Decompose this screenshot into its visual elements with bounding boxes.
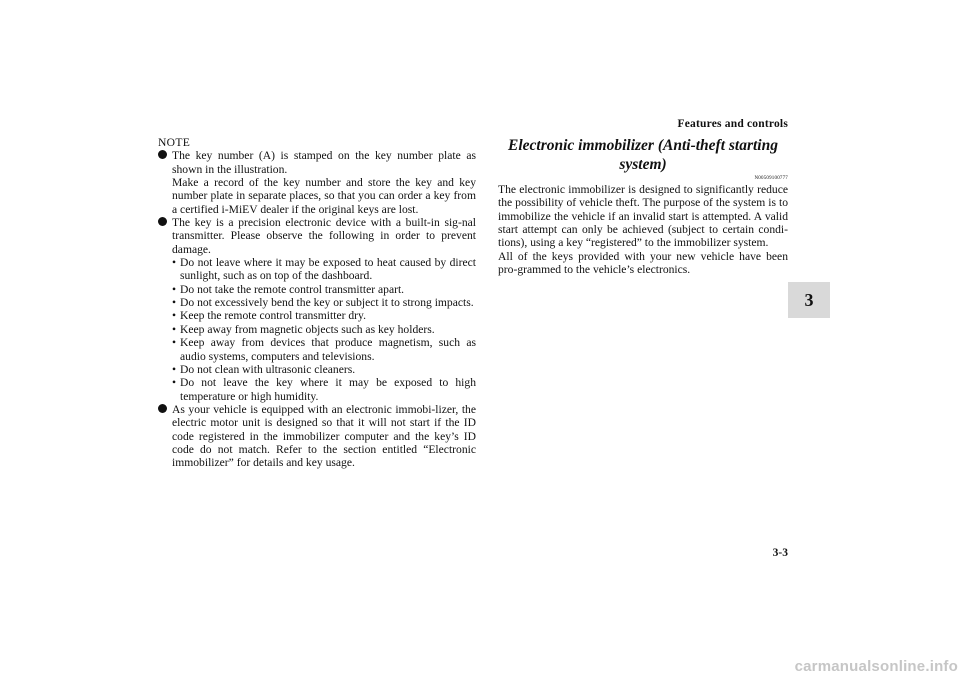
- section-code: N00509100777: [754, 176, 788, 181]
- sub-bullet-icon: •: [172, 282, 177, 296]
- sub-bullet-icon: •: [172, 376, 177, 390]
- note-column: [158, 136, 476, 470]
- sub-bullet-icon: •: [172, 362, 177, 376]
- note-subitem: [172, 376, 476, 403]
- subitem-text: Do not leave the key where it may be exposed to high temperature or high humidity.: [180, 376, 476, 403]
- note-subitem: [172, 256, 476, 283]
- subitem-text: Do not leave where it may be exposed to heat caused by direct sunlight, such as on top of the dashboard.: [180, 256, 476, 283]
- note-bullet: [158, 403, 476, 470]
- sub-bullet-icon: •: [172, 296, 177, 310]
- subitem-text: Do not clean with ultrasonic cleaners.: [180, 362, 356, 376]
- subitem-text: Keep away from magnetic objects such as key holders.: [180, 322, 435, 336]
- note-subitem: [172, 323, 476, 336]
- bullet-icon: [158, 404, 167, 413]
- subitem-text: Do not excessively bend the key or subject it to strong impacts.: [180, 296, 474, 310]
- note-subitem: [172, 363, 476, 376]
- bullet-icon: [158, 217, 167, 226]
- note-text: The key is a precision electronic device with a built-in sig-nal transmitter. Please observe the following in order to prevent damage.: [172, 216, 476, 256]
- note-bullet: [158, 216, 476, 403]
- running-header: Features and controls: [677, 118, 788, 130]
- page-number: 3-3: [772, 547, 788, 559]
- chapter-tab: 3: [788, 282, 830, 318]
- note-subitem: [172, 336, 476, 363]
- watermark: carmanualsonline.info: [794, 658, 958, 675]
- sub-bullet-icon: •: [172, 309, 177, 323]
- sub-bullet-icon: •: [172, 322, 177, 336]
- sub-bullet-icon: •: [172, 336, 177, 350]
- note-text: Make a record of the key number and store the key and key number plate in separate places, so that you can order a key from a certified i-MiEV dealer if the original keys are lost.: [172, 176, 476, 216]
- subitem-text: Do not take the remote control transmitter apart.: [180, 282, 405, 296]
- subitem-text: Keep away from devices that produce magnetism, such as audio systems, computers and televisions.: [180, 336, 476, 363]
- note-text: As your vehicle is equipped with an electronic immobi-lizer, the electric motor unit is designed so that it will not start if the ID code registered in the immobilizer computer and the key’s ID code do not match. Refer to the section entitled “Electronic immobilizer” for details and key usage.: [172, 402, 476, 470]
- sub-bullet-icon: •: [172, 256, 177, 270]
- bullet-icon: [158, 150, 167, 159]
- note-subitem: [172, 283, 476, 296]
- section-paragraph: All of the keys provided with your new vehicle have been pro-grammed to the vehicle’s electronics.: [498, 249, 788, 277]
- note-subitem: [172, 296, 476, 309]
- section-column: [498, 136, 788, 276]
- note-heading: NOTE: [158, 136, 191, 149]
- note-text: The key number (A) is stamped on the key number plate as shown in the illustration.: [172, 149, 476, 176]
- section-paragraph: The electronic immobilizer is designed to significantly reduce the possibility of vehicle theft. The purpose of the system is to immobilize the vehicle if an invalid start is attempted. A valid start attempt can only be achieved (subject to certain condi-tions), using a key “registered” to the immobilizer system.: [498, 183, 788, 250]
- section-title: Electronic immobilizer (Anti-theft starting system): [508, 137, 778, 173]
- subitem-text: Keep the remote control transmitter dry.: [180, 309, 366, 323]
- note-subitem: [172, 309, 476, 322]
- note-bullet: [158, 149, 476, 216]
